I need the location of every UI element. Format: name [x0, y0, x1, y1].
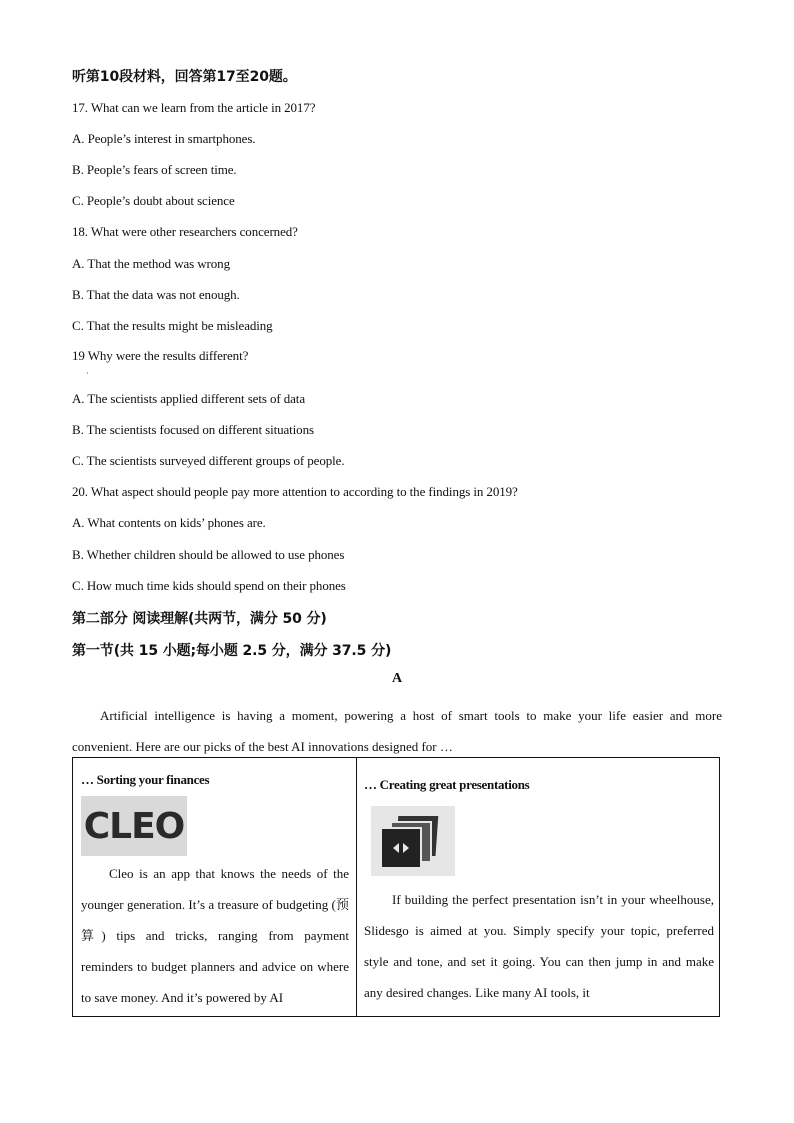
- passage-intro: Artificial intelligence is having a moment, powering a host of smart tools to make your life easier and more convenient. Here are our picks of the best AI innovations designed for …: [72, 708, 722, 754]
- part-two-header: 第二部分 阅读理解(共两节，满分 50 分): [72, 611, 327, 627]
- question-19-option-a: A. The scientists applied different sets of data: [72, 391, 305, 406]
- passage-label: A: [391, 671, 403, 686]
- question-20-option-c: C. How much time kids should spend on their phones: [72, 578, 346, 593]
- section-one-header: 第一节(共 15 小题;每小题 2.5 分，满分 37.5 分): [72, 643, 392, 659]
- question-17-option-c: C. People’s doubt about science: [72, 193, 235, 208]
- cleo-logo-text: CLEO: [83, 805, 185, 847]
- finances-title: … Sorting your finances: [81, 772, 210, 787]
- question-20-option-b: B. Whether children should be allowed to use phones: [72, 547, 345, 562]
- listening-section-header: 听第10段材料，回答第17至20题。: [72, 69, 297, 85]
- question-18-option-c: C. That the results might be misleading: [72, 318, 273, 333]
- ai-tools-table: [72, 757, 720, 1017]
- question-19: 19 Why were the results different?: [72, 348, 249, 363]
- presentations-title: … Creating great presentations: [364, 777, 530, 792]
- finances-text: Cleo is an app that knows the needs of the younger generation. It’s a treasure of budgeting (预算) tips and tricks, ranging from payment reminders to budget planners and advice on where to save money. And it’s powered by AI: [81, 866, 349, 1005]
- question-17-option-b: B. People’s fears of screen time.: [72, 162, 237, 177]
- question-17-option-a: A. People’s interest in smartphones.: [72, 131, 256, 146]
- question-20-option-a: A. What contents on kids’ phones are.: [72, 515, 266, 530]
- question-19-option-c: C. The scientists surveyed different groups of people.: [72, 453, 345, 468]
- question-18-option-b: B. That the data was not enough.: [72, 287, 240, 302]
- question-19-option-b: B. The scientists focused on different situations: [72, 422, 314, 437]
- question-18-option-a: A. That the method was wrong: [72, 256, 230, 271]
- stray-dot: ·: [86, 369, 89, 378]
- slides-icon: [371, 806, 455, 876]
- question-18: 18. What were other researchers concerned?: [72, 224, 298, 239]
- question-20: 20. What aspect should people pay more attention to according to the findings in 2019?: [72, 484, 518, 499]
- presentations-text: If building the perfect presentation isn’t in your wheelhouse, Slidesgo is aimed at you. Simply specify your topic, preferred style and tone, and set it going. You can then jump in and make any desired changes. Like many AI tools, it: [364, 892, 714, 1000]
- question-17: 17. What can we learn from the article in 2017?: [72, 100, 316, 115]
- table-column-divider: [356, 758, 357, 1016]
- cleo-logo: [81, 796, 187, 856]
